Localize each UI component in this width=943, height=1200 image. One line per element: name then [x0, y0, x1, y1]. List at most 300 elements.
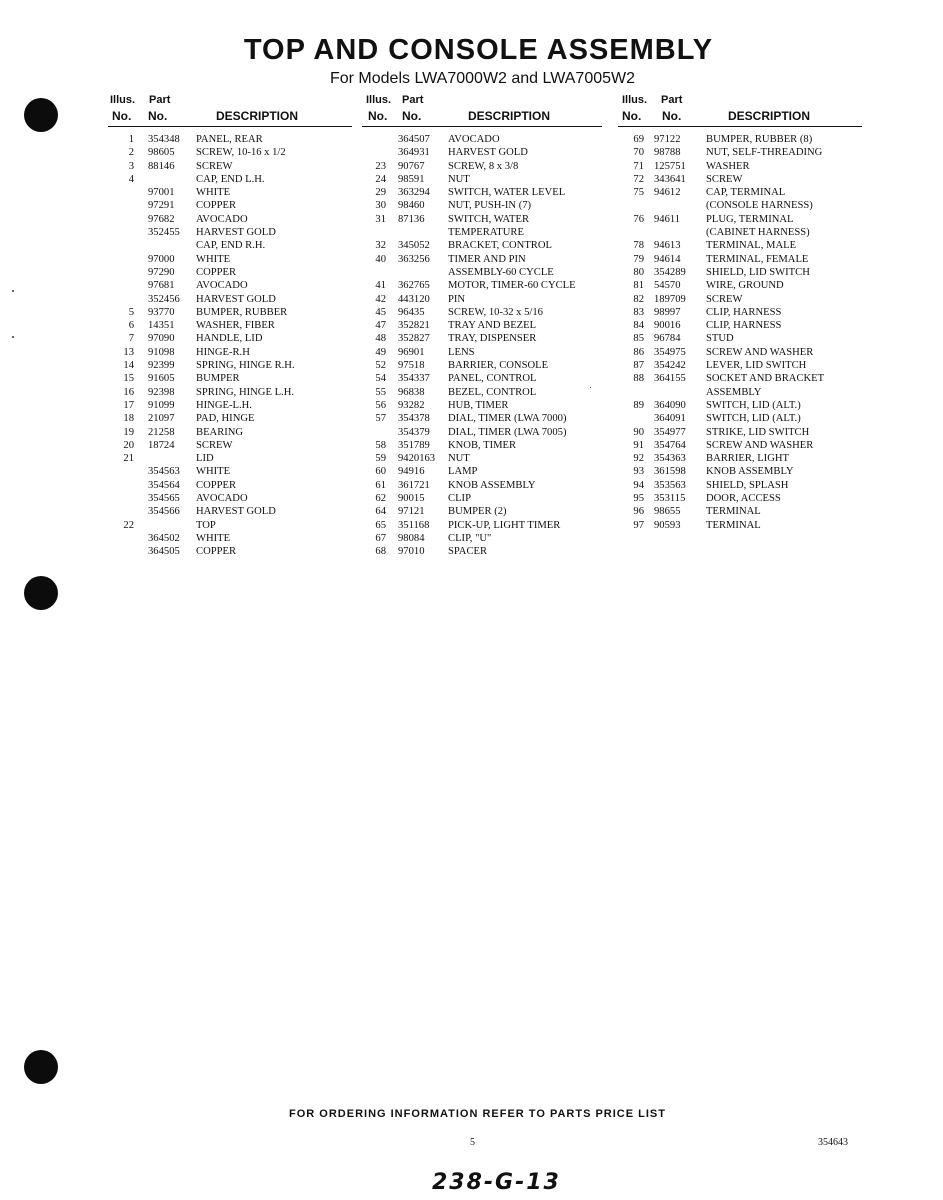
illus-number: 49	[375, 346, 386, 358]
part-description: LEVER, LID SWITCH	[706, 360, 807, 372]
part-description: SCREW, 8 x 3/8	[448, 160, 519, 172]
header-illus-no: No.	[368, 109, 388, 123]
part-number: 9420163	[398, 453, 436, 465]
part-description: CLIP, "U"	[448, 532, 492, 544]
part-description: NUT	[448, 453, 470, 465]
binder-hole-bottom	[24, 1050, 58, 1084]
part-description: TERMINAL, MALE	[706, 240, 797, 252]
part-row	[618, 239, 862, 252]
part-description: SWITCH, WATER LEVEL	[448, 187, 566, 199]
part-description: PICK-UP, LIGHT TIMER	[448, 519, 561, 531]
part-number: 91098	[148, 346, 175, 358]
part-description: SPRING, HINGE R.H.	[196, 360, 295, 372]
part-row	[362, 173, 602, 186]
part-number: 54570	[654, 280, 681, 292]
column-header-top	[362, 94, 602, 109]
part-description: TERMINAL, FEMALE	[706, 253, 809, 265]
part-row	[108, 133, 352, 146]
illus-number: 65	[375, 519, 386, 531]
part-number: 14351	[148, 320, 175, 332]
part-description: PLUG, TERMINAL	[706, 213, 794, 225]
part-row	[108, 532, 352, 545]
part-number: 97681	[148, 280, 175, 292]
part-number: 363256	[398, 253, 430, 265]
header-part: Part	[149, 94, 171, 106]
illus-number: 69	[633, 134, 644, 145]
part-description: COPPER	[196, 266, 237, 278]
part-description: BEZEL, CONTROL	[448, 386, 537, 398]
part-row	[362, 412, 602, 425]
part-number: 97000	[148, 253, 175, 265]
parts-rows	[618, 133, 862, 532]
part-description: COPPER	[196, 546, 237, 558]
header-description: DESCRIPTION	[468, 109, 551, 123]
scan-speck	[12, 290, 14, 292]
part-description: CLIP, HARNESS	[706, 320, 782, 332]
illus-number: 91	[633, 439, 644, 451]
part-row	[108, 399, 352, 412]
part-description: MOTOR, TIMER-60 CYCLE	[448, 280, 576, 292]
part-number: 93770	[148, 306, 175, 318]
part-number: 361721	[398, 479, 430, 491]
part-number: 96838	[398, 386, 425, 398]
part-description: NUT, PUSH-IN (7)	[448, 200, 532, 212]
part-number: 364091	[654, 413, 686, 425]
part-number: 352827	[398, 333, 430, 345]
part-description: SCREW	[706, 173, 743, 185]
part-row	[108, 319, 352, 332]
part-row	[108, 465, 352, 478]
illus-number: 45	[375, 306, 386, 318]
part-number: 94916	[398, 466, 425, 478]
illus-number: 72	[633, 173, 644, 185]
illus-number: 56	[375, 399, 386, 411]
part-row	[108, 412, 352, 425]
part-description: HANDLE, LID	[196, 333, 263, 345]
illus-number: 62	[375, 493, 386, 505]
illus-number: 97	[633, 519, 644, 531]
header-description: DESCRIPTION	[216, 109, 299, 123]
illus-number: 55	[375, 386, 386, 398]
part-description: (CABINET HARNESS)	[706, 227, 810, 239]
part-row	[618, 186, 862, 199]
part-number: 364502	[148, 532, 180, 544]
part-number: 354379	[398, 426, 430, 438]
part-number: 343641	[654, 173, 686, 185]
part-description: CAP, END R.H.	[196, 240, 266, 252]
part-number: 353115	[654, 493, 686, 505]
part-row	[618, 146, 862, 159]
part-row	[362, 213, 602, 226]
part-number: 92399	[148, 360, 175, 372]
part-description: SWITCH, LID (ALT.)	[706, 413, 801, 425]
ordering-footer: FOR ORDERING INFORMATION REFER TO PARTS PRICE LIST	[289, 1108, 666, 1120]
illus-number: 67	[375, 532, 386, 544]
illus-number: 15	[123, 373, 134, 385]
illus-number: 5	[128, 306, 134, 318]
part-description: LENS	[448, 346, 475, 358]
page-subtitle: For Models LWA7000W2 and LWA7005W2	[329, 70, 636, 87]
part-row	[108, 293, 352, 306]
illus-number: 19	[123, 426, 134, 438]
part-row	[618, 426, 862, 439]
part-description: TIMER AND PIN	[448, 253, 526, 265]
part-row	[108, 160, 352, 173]
part-number: 97090	[148, 333, 175, 345]
part-description: PIN	[448, 293, 466, 305]
page-title: TOP AND CONSOLE ASSEMBLY	[243, 34, 714, 66]
part-description: BRACKET, CONTROL	[448, 240, 552, 252]
part-row	[618, 279, 862, 292]
part-row	[618, 160, 862, 173]
part-row	[108, 452, 352, 465]
illus-number: 86	[633, 346, 644, 358]
illus-number: 89	[633, 399, 644, 411]
part-number: 351789	[398, 439, 430, 451]
part-number: 345052	[398, 240, 430, 252]
part-row	[362, 279, 602, 292]
part-description: KNOB ASSEMBLY	[706, 466, 794, 478]
illus-number: 61	[375, 479, 386, 491]
part-row	[108, 173, 352, 186]
part-number: 97291	[148, 200, 175, 212]
part-row	[618, 173, 862, 186]
part-number: 125751	[654, 160, 686, 172]
part-number: 354975	[654, 346, 686, 358]
part-description: SWITCH, WATER	[448, 213, 530, 225]
part-number: 354289	[654, 266, 686, 278]
part-description: CAP, TERMINAL	[706, 187, 786, 199]
part-number: 96784	[654, 333, 681, 345]
part-description: SWITCH, LID (ALT.)	[706, 399, 801, 411]
part-description: WIRE, GROUND	[706, 280, 784, 292]
part-number: 354363	[654, 453, 686, 465]
part-number: 90016	[654, 320, 681, 332]
part-description: HINGE-R.H	[196, 346, 250, 358]
header-part-no: No.	[148, 109, 168, 123]
part-description: HARVEST GOLD	[196, 227, 276, 239]
part-row	[618, 213, 862, 226]
column-header-bottom	[618, 109, 862, 127]
illus-number: 83	[633, 306, 644, 318]
part-row	[362, 426, 602, 439]
illus-number: 60	[375, 466, 386, 478]
part-number: 88146	[148, 160, 175, 172]
part-row	[362, 519, 602, 532]
part-number: 90593	[654, 519, 681, 531]
part-number: 354977	[654, 426, 686, 438]
illus-number: 79	[633, 253, 644, 265]
part-number: 93282	[398, 399, 425, 411]
part-description: STRIKE, LID SWITCH	[706, 426, 810, 438]
part-row	[362, 372, 602, 385]
part-number: 87136	[398, 213, 425, 225]
part-description: SCREW, 10-16 x 1/2	[196, 147, 286, 159]
part-description: LID	[196, 453, 214, 465]
part-row	[362, 545, 602, 558]
part-row	[108, 519, 352, 532]
part-description: BARRIER, LIGHT	[706, 453, 789, 465]
parts-column-2	[362, 94, 602, 559]
part-number: 353563	[654, 479, 686, 491]
part-row	[362, 306, 602, 319]
part-description: AVOCADO	[196, 493, 248, 505]
part-number: 354563	[148, 466, 180, 478]
illus-number: 68	[375, 546, 386, 558]
part-row	[362, 452, 602, 465]
binder-hole-top	[24, 98, 58, 132]
header-illus: Illus.	[366, 94, 392, 106]
part-row	[618, 439, 862, 452]
part-description: WHITE	[196, 253, 231, 265]
part-description: SHIELD, SPLASH	[706, 479, 789, 491]
part-number: 91099	[148, 399, 175, 411]
part-row	[362, 266, 602, 279]
part-description: SOCKET AND BRACKET	[706, 373, 825, 385]
part-description: KNOB ASSEMBLY	[448, 479, 536, 491]
part-description: AVOCADO	[196, 280, 248, 292]
illus-number: 42	[375, 293, 386, 305]
part-number: 98460	[398, 200, 425, 212]
part-row	[618, 293, 862, 306]
illus-number: 71	[633, 160, 644, 172]
illus-number: 47	[375, 320, 386, 332]
header-part: Part	[402, 94, 424, 106]
part-row	[362, 332, 602, 345]
part-number: 352455	[148, 227, 180, 239]
illus-number: 64	[375, 506, 386, 518]
part-row	[362, 532, 602, 545]
illus-number: 14	[123, 360, 134, 372]
part-description: TRAY, DISPENSER	[448, 333, 537, 345]
part-row	[618, 133, 862, 146]
part-description: (CONSOLE HARNESS)	[706, 200, 813, 212]
part-number: 364931	[398, 147, 430, 159]
part-number: 94613	[654, 240, 681, 252]
column-header-top	[108, 94, 352, 109]
column-header-bottom	[108, 109, 352, 127]
part-row	[108, 439, 352, 452]
part-row	[362, 186, 602, 199]
illus-number: 90	[633, 426, 644, 438]
part-row	[362, 465, 602, 478]
part-description: SPACER	[448, 546, 488, 558]
illus-number: 92	[633, 453, 644, 465]
part-number: 92398	[148, 386, 175, 398]
part-number: 97001	[148, 187, 175, 199]
illus-number: 70	[633, 147, 644, 159]
part-number: 364507	[398, 134, 430, 145]
part-description: TOP	[196, 519, 216, 531]
illus-number: 80	[633, 266, 644, 278]
part-row	[618, 372, 862, 385]
part-number: 18724	[148, 439, 175, 451]
illus-number: 17	[123, 399, 134, 411]
part-description: AVOCADO	[196, 213, 248, 225]
part-row	[108, 372, 352, 385]
part-number: 21258	[148, 426, 175, 438]
illus-number: 2	[128, 147, 134, 159]
part-row	[618, 359, 862, 372]
illus-number: 59	[375, 453, 386, 465]
handwritten-note: 238-G-13	[432, 1170, 561, 1195]
part-row	[618, 199, 862, 212]
part-number: 97518	[398, 360, 425, 372]
part-description: SCREW	[196, 160, 233, 172]
illus-number: 82	[633, 293, 644, 305]
illus-number: 41	[375, 280, 386, 292]
part-description: CLIP	[448, 493, 471, 505]
part-row	[362, 253, 602, 266]
header-part-no: No.	[662, 109, 682, 123]
part-row	[362, 239, 602, 252]
part-number: 354764	[654, 439, 686, 451]
part-row	[108, 213, 352, 226]
part-number: 351168	[398, 519, 430, 531]
part-number: 98997	[654, 306, 681, 318]
part-description: BEARING	[196, 426, 244, 438]
part-row	[362, 359, 602, 372]
illus-number: 22	[123, 519, 134, 531]
part-number: 94611	[654, 213, 681, 225]
part-row	[362, 492, 602, 505]
part-description: BUMPER, RUBBER	[196, 306, 288, 318]
header-part: Part	[661, 94, 683, 106]
part-description: HUB, TIMER	[448, 399, 509, 411]
part-row	[618, 465, 862, 478]
part-number: 364090	[654, 399, 686, 411]
part-number: 97682	[148, 213, 175, 225]
part-row	[108, 505, 352, 518]
part-description: ASSEMBLY-60 CYCLE	[448, 266, 554, 278]
illus-number: 48	[375, 333, 386, 345]
part-description: BUMPER (2)	[448, 506, 507, 518]
part-number: 96901	[398, 346, 425, 358]
part-row	[108, 253, 352, 266]
part-row	[108, 199, 352, 212]
part-number: 352821	[398, 320, 430, 332]
part-description: PAD, HINGE	[196, 413, 255, 425]
part-description: TRAY AND BEZEL	[448, 320, 537, 332]
part-description: CAP, END L.H.	[196, 173, 265, 185]
part-description: HARVEST GOLD	[196, 293, 276, 305]
column-header-bottom	[362, 109, 602, 127]
illus-number: 31	[375, 213, 386, 225]
illus-number: 81	[633, 280, 644, 292]
part-row	[362, 346, 602, 359]
header-part-no: No.	[402, 109, 422, 123]
part-number: 364155	[654, 373, 686, 385]
parts-column-3	[618, 94, 862, 532]
part-number: 98084	[398, 532, 425, 544]
parts-rows	[362, 133, 602, 559]
part-number: 361598	[654, 466, 686, 478]
illus-number: 88	[633, 373, 644, 385]
part-description: WASHER	[706, 160, 750, 172]
illus-number: 23	[375, 160, 386, 172]
header-illus-no: No.	[112, 109, 132, 123]
illus-number: 57	[375, 413, 386, 425]
part-number: 90767	[398, 160, 425, 172]
part-row	[108, 306, 352, 319]
part-number: 362765	[398, 280, 430, 292]
illus-number: 29	[375, 187, 386, 199]
part-description: SPRING, HINGE L.H.	[196, 386, 294, 398]
part-number: 189709	[654, 293, 686, 305]
part-number: 354378	[398, 413, 430, 425]
illus-number: 40	[375, 253, 386, 265]
illus-number: 78	[633, 240, 644, 252]
part-number: 91605	[148, 373, 175, 385]
part-number: 90015	[398, 493, 425, 505]
part-row	[108, 479, 352, 492]
part-row	[108, 359, 352, 372]
part-row	[618, 412, 862, 425]
part-description: TEMPERATURE	[448, 227, 524, 239]
illus-number: 3	[128, 160, 134, 172]
illus-number: 7	[128, 333, 134, 345]
part-description: TERMINAL	[706, 506, 761, 518]
part-description: SCREW, 10-32 x 5/16	[448, 306, 543, 318]
part-row	[108, 492, 352, 505]
part-row	[108, 332, 352, 345]
part-number: 364505	[148, 546, 180, 558]
part-row	[618, 492, 862, 505]
illus-number: 21	[123, 453, 134, 465]
part-number: 97010	[398, 546, 425, 558]
part-row	[618, 479, 862, 492]
parts-column-1	[108, 94, 352, 559]
page-number: 5	[470, 1137, 475, 1148]
part-number: 363294	[398, 187, 430, 199]
part-row	[618, 346, 862, 359]
part-number: 354566	[148, 506, 180, 518]
part-row	[618, 226, 862, 239]
illus-number: 1	[128, 134, 134, 145]
illus-number: 18	[123, 413, 134, 425]
part-description: SCREW AND WASHER	[706, 346, 814, 358]
header-description: DESCRIPTION	[728, 109, 811, 123]
part-description: DOOR, ACCESS	[706, 493, 781, 505]
illus-number: 30	[375, 200, 386, 212]
part-number: 354564	[148, 479, 180, 491]
part-row	[108, 186, 352, 199]
header-illus: Illus.	[110, 94, 136, 106]
part-row	[618, 386, 862, 399]
illus-number: 32	[375, 240, 386, 252]
illus-number: 54	[375, 373, 386, 385]
part-row	[362, 133, 602, 146]
part-row	[362, 146, 602, 159]
part-description: TERMINAL	[706, 519, 761, 531]
part-row	[108, 386, 352, 399]
part-description: SCREW	[196, 439, 233, 451]
part-number: 98605	[148, 147, 175, 159]
part-row	[362, 319, 602, 332]
part-number: 98591	[398, 173, 425, 185]
header-illus: Illus.	[622, 94, 648, 106]
illus-number: 87	[633, 360, 644, 372]
part-description: AVOCADO	[448, 134, 500, 145]
part-number: 352456	[148, 293, 180, 305]
illus-number: 24	[375, 173, 386, 185]
part-description: NUT	[448, 173, 470, 185]
part-row	[108, 346, 352, 359]
part-row	[362, 293, 602, 306]
part-description: DIAL, TIMER (LWA 7005)	[448, 426, 567, 438]
part-row	[108, 226, 352, 239]
part-number: 94612	[654, 187, 681, 199]
